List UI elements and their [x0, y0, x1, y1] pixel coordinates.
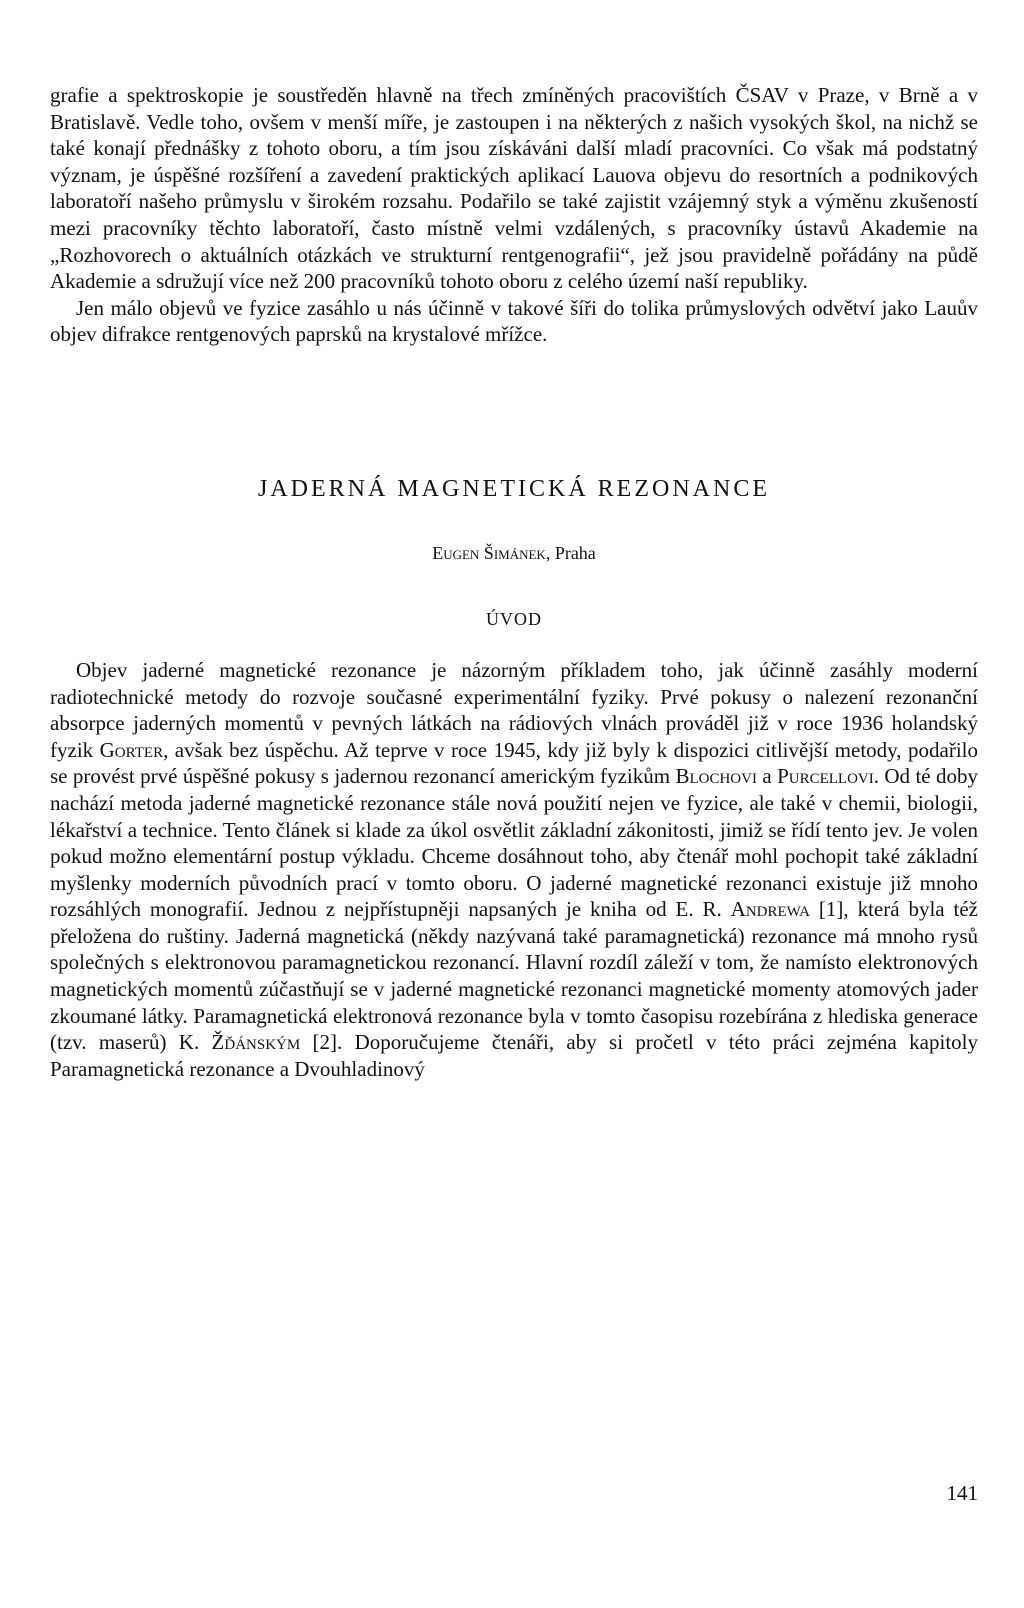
- section-heading: ÚVOD: [486, 608, 542, 629]
- name-purcell: Purcellovi: [777, 764, 874, 789]
- article-author: [50, 542, 978, 564]
- page-number: 141: [946, 1481, 978, 1505]
- article-title: JADERNÁ MAGNETICKÁ REZONANCE: [258, 475, 770, 502]
- author-name: Eugen Šimánek: [432, 542, 546, 563]
- body-text-5: [1], která byla též přeložena do ruštiny. Jaderná magnetická (někdy nazývaná také paramagnetická) rezonance má mnoho rysů společných s elektronovou paramagnetickou rezonancí. Hlavní rozdíl záleží v tom, že namísto elektronových magnetických momentů zúčastňují se v jaderné magnetické rezonanci magnetické momenty atomových jader zkoumané látky. Paramagnetická elektronová rezonance byla v tomto časopisu rozebírána z hlediska generace (tzv. maserů) K.: [50, 897, 978, 1055]
- name-gorter: Gorter: [99, 737, 164, 762]
- top-paragraph: grafie a spektroskopie je soustředěn hlavně na třech zmíněných pracovištích ČSAV v Praze, v Brně a v Bratislavě. Vedle toho, ovšem v menší míře, je zastoupen i na některých z našich vysokých škol, na nichž se také konají přednášky z tohoto oboru, a tím jsou získáváni další mladí pracovníci. Co však má podstatný význam, je úspěšné rozšíření a zavedení praktických aplikací Lauova objevu do resortních a podnikových laboratoří našeho průmyslu v širokém rozsahu. Podařilo se také zajistit vzájemný styk a výměnu zkušeností mezi pracovníky těchto laboratoří, často místně velmi vzdálených, s pracovníky ústavů Akademie na „Rozhovorech o aktuálních otázkách ve strukturní rentgenografii“, jež jsou pravidelně pořádány na půdě Akademie a sdružují více než 200 pracovníků tohoto oboru z celého území naší republiky.: [50, 83, 978, 294]
- body-text-2: , avšak bez úspěchu. Až teprve v roce 1945, kdy již byly k dispozici citlivější metody, podařilo se provést prvé úspěšné pokusy s jadernou rezonancí americkým fyzikům: [50, 737, 978, 789]
- body-text-4: . Od té doby nachází metoda jaderné magnetické rezonance stále nová použití nejen ve fyzice, ale také v chemii, biologii, lékařství a technice. Tento článek si klade za úkol osvětlit základní zákonitosti, jimiž se řídí tento jev. Je volen pokud možno elementární postup výkladu. Chceme dosáhnout toho, aby čtenář mohl pochopit také základní myšlenky moderních původních prací v tomto oboru. O jaderné magnetické rezonanci existuje již mnoho rozsáhlých monografií. Jednou z nejpřístupněji napsaných je kniha od E. R.: [50, 764, 979, 922]
- author-place: , Praha: [545, 542, 596, 563]
- name-zdansky: Žďánským: [211, 1030, 301, 1055]
- name-andrew: Andrewa: [730, 897, 810, 922]
- second-paragraph: Jen málo objevů ve fyzice zasáhlo u nás účinně v takové šíři do tolika průmyslových odvětví jako Lauův objev difrakce rentgenových paprsků na krystalové mřížce.: [50, 295, 978, 347]
- body-text-1: Objev jaderné magnetické rezonance je názorným příkladem toho, jak účinně zasáhly moderní radiotechnické metody do rozvoje současné experimentální fyziky. Prvé pokusy o nalezení rezonanční absorpce jaderných momentů v pevných látkách na rádiových vlnách prováděl již v roce 1936 holandský fyzik: [50, 657, 978, 762]
- document-page: [50, 82, 978, 1082]
- body-paragraph: [50, 657, 978, 1083]
- body-text-6: [2]. Doporučujeme čtenáři, aby si pročetl v této práci zejména kapitoly Paramagnetická rezonance a Dvouhladinový: [50, 1030, 978, 1081]
- body-text-3: a: [756, 764, 778, 789]
- name-bloch: Blochovi: [675, 764, 757, 789]
